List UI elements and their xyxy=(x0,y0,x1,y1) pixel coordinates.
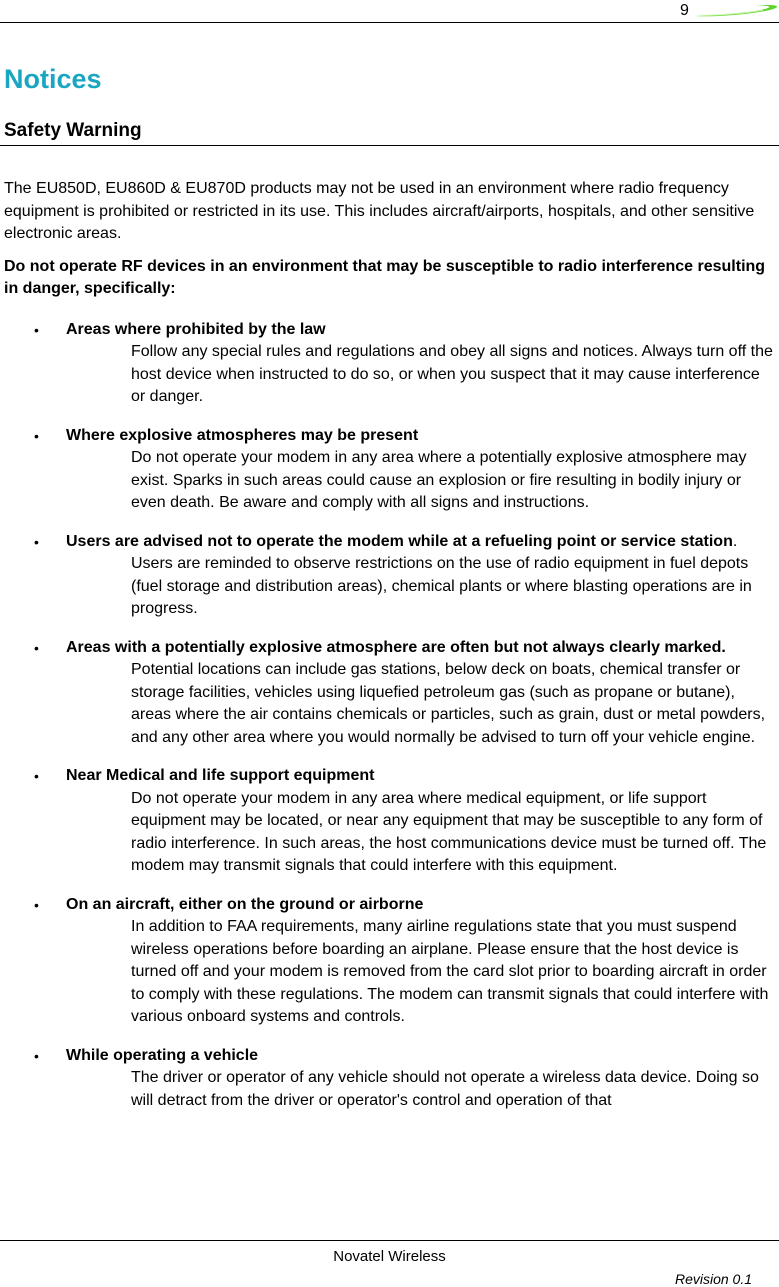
item-body: Do not operate your modem in any area where a potentially explosive atmosphere may exist. Sparks in such areas could cause an explosion or fire resulting in bodily injury or even death. Be aware and comply with all signs and instructions. xyxy=(131,449,747,511)
swoosh-logo-icon xyxy=(693,3,779,19)
section-heading: Safety Warning xyxy=(4,120,142,141)
list-item xyxy=(4,894,776,1029)
item-title: Areas where prohibited by the law xyxy=(66,320,326,338)
list-item xyxy=(4,531,776,621)
page-header xyxy=(0,0,779,24)
item-body: The driver or operator of any vehicle should not operate a wireless data device. Doing so will detract from the driver or operator's control and operation of that xyxy=(131,1069,759,1109)
item-title: While operating a vehicle xyxy=(66,1046,259,1064)
item-body: Follow any special rules and regulations and obey all signs and notices. Always turn off the host device when instructed to do so, or when you suspect that it may cause interference or danger. xyxy=(131,343,773,405)
bullet-icon: • xyxy=(34,1047,39,1064)
bullet-icon: • xyxy=(34,533,39,550)
document-body xyxy=(4,178,776,1128)
page-number: 9 xyxy=(680,2,689,19)
footer-revision: Revision 0.1 xyxy=(674,1271,752,1287)
list-item xyxy=(4,425,776,515)
item-title: Areas with a potentially explosive atmosphere are often but not always clearly marked. xyxy=(66,638,726,656)
item-body: Do not operate your modem in any area where medical equipment, or life support equipment may be located, or near any equipment that may be susceptible to any form of radio interference. In such areas, the host communications device must be turned off. The modem may transmit signals that could interfere with this equipment. xyxy=(131,789,767,874)
item-body: Potential locations can include gas stations, below deck on boats, chemical transfer or storage facilities, vehicles using liquefied petroleum gas (such as propane or butane), areas where the air contains chemicals or particles, such as grain, dust or metal powders, and any other area where you would normally be advised to turn off your vehicle engine. xyxy=(131,661,766,746)
section-divider xyxy=(0,145,779,146)
item-body: In addition to FAA requirements, many airline regulations state that you must suspend wireless operations before boarding an airplane. Please ensure that the host device is turned off and your modem is removed from the card slot prior to boarding aircraft in order to comply with these regulations. The modem can transmit signals that could interfere with various onboard systems and controls. xyxy=(131,918,769,1025)
page-title: Notices xyxy=(4,64,102,94)
footer-company: Novatel Wireless xyxy=(333,1248,446,1265)
list-item xyxy=(4,1045,776,1113)
item-title: Where explosive atmospheres may be present xyxy=(66,426,419,444)
page-footer xyxy=(0,1240,779,1285)
footer-divider xyxy=(0,1240,779,1241)
bullet-icon: • xyxy=(34,427,39,444)
intro-paragraph xyxy=(4,178,776,246)
list-item xyxy=(4,319,776,409)
safety-list xyxy=(4,319,776,1113)
list-item xyxy=(4,637,776,750)
bullet-icon: • xyxy=(34,896,39,913)
item-title: On an aircraft, either on the ground or airborne xyxy=(66,895,424,913)
item-title: Near Medical and life support equipment xyxy=(66,767,375,784)
bullet-icon: • xyxy=(34,321,39,338)
item-title: Users are advised not to operate the modem while at a refueling point or service station. xyxy=(66,532,738,550)
warning-paragraph: Do not operate RF devices in an environment that may be susceptible to radio interference resulting in danger, specifically: xyxy=(4,257,766,297)
intro-text: The EU850D, EU860D & EU870D products may not be used in an environment where radio frequency equipment is prohibited or restricted in its use. This includes aircraft/airports, hospitals, and other sensitive electronic areas. xyxy=(4,180,755,242)
header-divider xyxy=(0,22,779,23)
bullet-icon: • xyxy=(34,768,39,784)
bullet-icon: • xyxy=(34,639,39,656)
item-body: Users are reminded to observe restrictions on the use of radio equipment in fuel depots (fuel storage and distribution areas), chemical plants or where blasting operations are in progress. xyxy=(131,555,752,617)
list-item xyxy=(4,765,776,878)
